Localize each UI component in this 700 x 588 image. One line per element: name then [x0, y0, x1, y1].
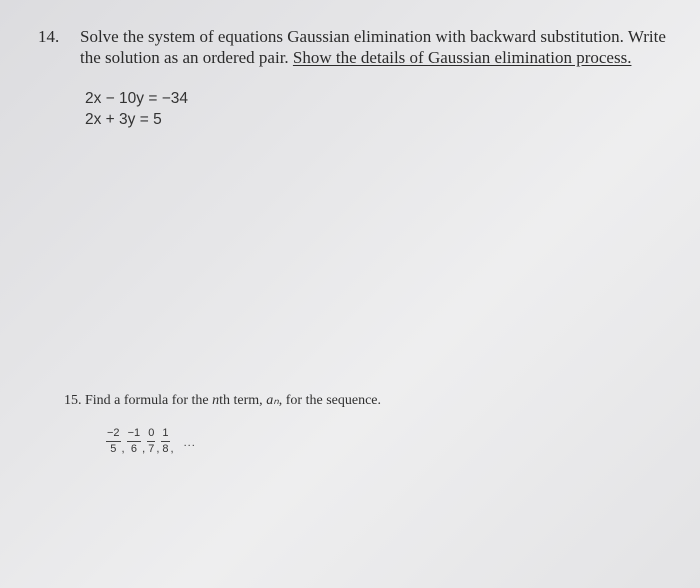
- problem-14-text-plain: the solution as an ordered pair.: [80, 48, 293, 67]
- term-2-numerator: −1: [127, 427, 142, 442]
- sequence-term-3: [147, 427, 155, 456]
- term-1-numerator: −2: [106, 427, 121, 442]
- sequence-comma: ,: [142, 442, 146, 455]
- term-3-numerator: 0: [147, 427, 155, 442]
- sequence-term-4: [161, 427, 169, 456]
- problem-15-text-end: , for the sequence.: [278, 393, 381, 408]
- problem-15-text-start: Find a formula for the: [85, 393, 213, 408]
- problem-14-text-line-2: [80, 48, 631, 68]
- term-2-denominator: 6: [130, 443, 137, 455]
- problem-15-text-middle: th term,: [219, 393, 267, 408]
- sequence-term-1: [106, 427, 121, 456]
- term-1-denominator: 5: [110, 443, 117, 455]
- sequence-ellipsis: ...: [183, 436, 196, 449]
- equation-1: 2x − 10y = −34: [85, 90, 188, 107]
- sequence-comma: ,: [156, 442, 160, 455]
- sequence-term-2: [127, 427, 142, 456]
- problem-14-text-line-1: Solve the system of equations Gaussian elimination with backward substitution. Write: [80, 27, 666, 46]
- sequence-comma: ,: [121, 442, 125, 455]
- problem-15-number: 15.: [64, 393, 82, 408]
- term-3-denominator: 7: [148, 443, 155, 455]
- sequence-comma: ,: [170, 442, 174, 455]
- term-4-numerator: 1: [161, 427, 169, 442]
- n-symbol: n: [212, 393, 220, 408]
- sequence-expression: [106, 427, 196, 456]
- problem-14-number: 14.: [38, 27, 60, 46]
- equation-system: [85, 88, 188, 130]
- term-4-denominator: 8: [162, 443, 169, 455]
- problem-15-text: [64, 392, 381, 409]
- equation-2: 2x + 3y = 5: [85, 111, 162, 128]
- problem-14-underlined-instruction: Show the details of Gaussian elimination process.: [292, 48, 632, 67]
- term-symbol: aₙ: [266, 393, 279, 408]
